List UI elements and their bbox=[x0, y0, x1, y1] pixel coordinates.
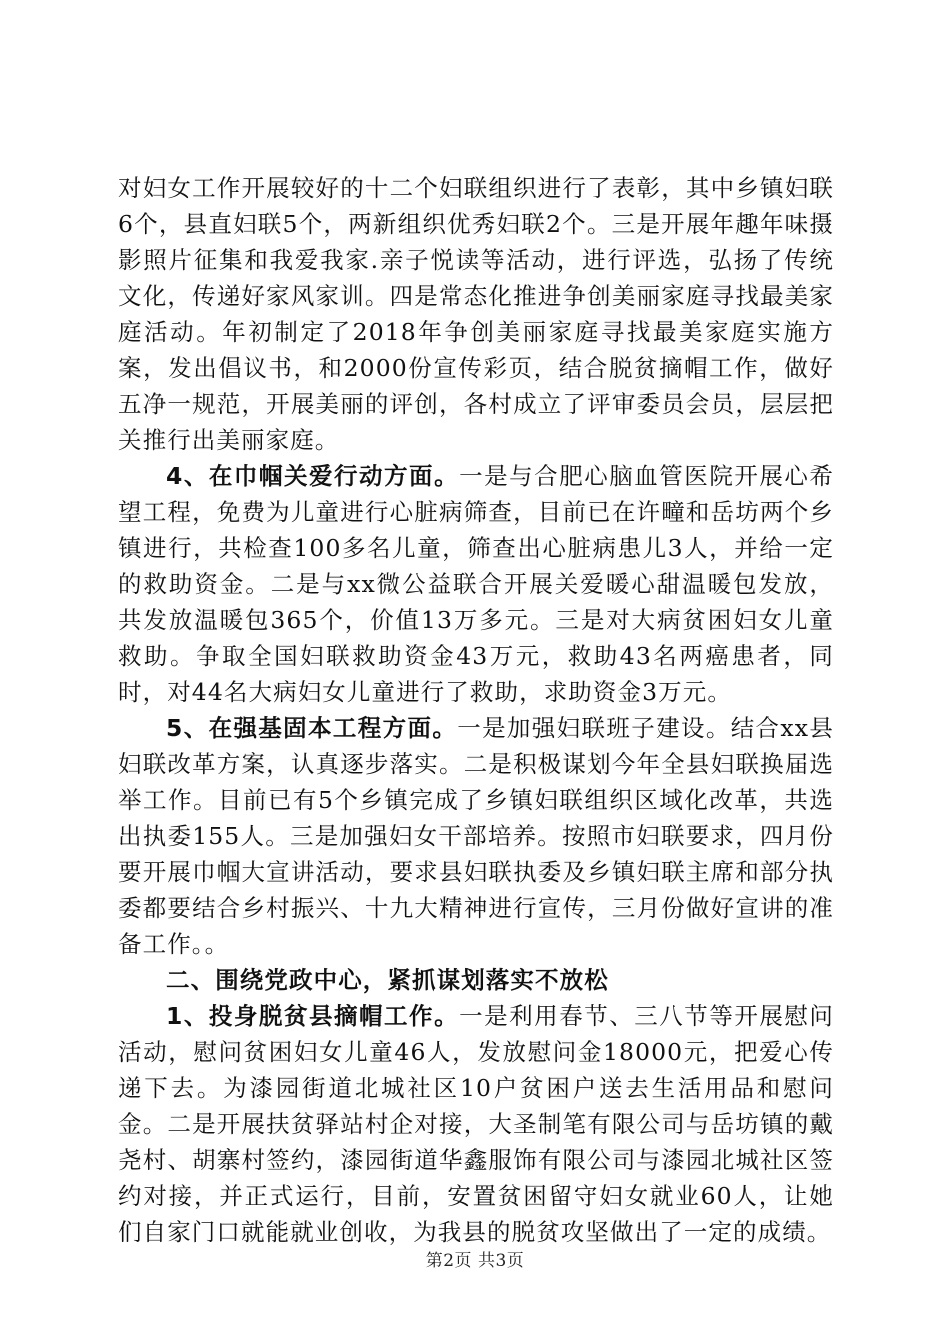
page-number: 第2页 共3页 bbox=[425, 1251, 525, 1271]
section-heading bbox=[118, 962, 834, 998]
paragraph-foundation bbox=[118, 710, 834, 962]
paragraph-text: 一是加强妇联班子建设。结合xx县妇联改革方案，认真逐步落实。二是积极谋划今年全县妇联换届选举工作。目前已有5个乡镇完成了乡镇妇联组织区域化改革，共选出执委155人。三是加强妇女干部培养。按照市妇联要求，四月份要开展巾帼大宣讲活动，要求县妇联执委及乡镇妇联主席和部分执委都要结合乡村振兴、十九大精神进行宣传，三月份做好宣讲的准备工作。。 bbox=[118, 714, 834, 958]
paragraph-continuation bbox=[118, 170, 834, 458]
section-heading-text: 二、围绕党政中心，紧抓谋划落实不放松 bbox=[166, 966, 609, 994]
paragraph-child-care bbox=[118, 458, 834, 710]
paragraph-text: 对妇女工作开展较好的十二个妇联组织进行了表彰，其中乡镇妇联6个，县直妇联5个，两新组织优秀妇联2个。三是开展年趣年味摄影照片征集和我爱我家.亲子悦读等活动，进行评选，弘扬了传统文化，传递好家风家训。四是常态化推进争创美丽家庭寻找最美家庭活动。年初制定了2018年争创美丽家庭寻找最美家庭实施方案，发出倡议书，和2000份宣传彩页，结合脱贫摘帽工作，做好五净一规范，开展美丽的评创，各村成立了评审委员会员，层层把关推行出美丽家庭。 bbox=[118, 174, 834, 454]
paragraph-text: 一是与合肥心脑血管医院开展心希望工程，免费为儿童进行心脏病筛查，目前已在许疃和岳坊两个乡镇进行，共检查100多名儿童，筛查出心脏病患儿3人，并给一定的救助资金。二是与xx微公益联合开展关爱暖心甜温暖包发放，共发放温暖包365个，价值13万多元。三是对大病贫困妇女儿童救助。争取全国妇联救助资金43万元，救助43名两癌患者，同时，对44名大病妇女儿童进行了救助，求助资金3万元。 bbox=[118, 462, 834, 706]
document-body bbox=[118, 170, 834, 1250]
paragraph-heading: 4、在巾帼关爱行动方面。 bbox=[166, 462, 460, 490]
page-footer bbox=[0, 1246, 950, 1271]
paragraph-text: 一是利用春节、三八节等开展慰问活动，慰问贫困妇女儿童46人，发放慰问金18000元，把爱心传递下去。为漆园街道北城社区10户贫困户送去生活用品和慰问金。二是开展扶贫驿站村企对接，大圣制笔有限公司与岳坊镇的戴尧村、胡寨村签约，漆园街道华鑫服饰有限公司与漆园北城社区签约对接，并正式运行，目前，安置贫困留守妇女就业60人，让她们自家门口就能就业创收，为我县的脱贫攻坚做出了一定的成绩。 bbox=[118, 1002, 834, 1246]
paragraph-heading: 5、在强基固本工程方面。 bbox=[166, 714, 458, 742]
paragraph-heading: 1、投身脱贫县摘帽工作。 bbox=[166, 1002, 460, 1030]
paragraph-poverty bbox=[118, 998, 834, 1250]
